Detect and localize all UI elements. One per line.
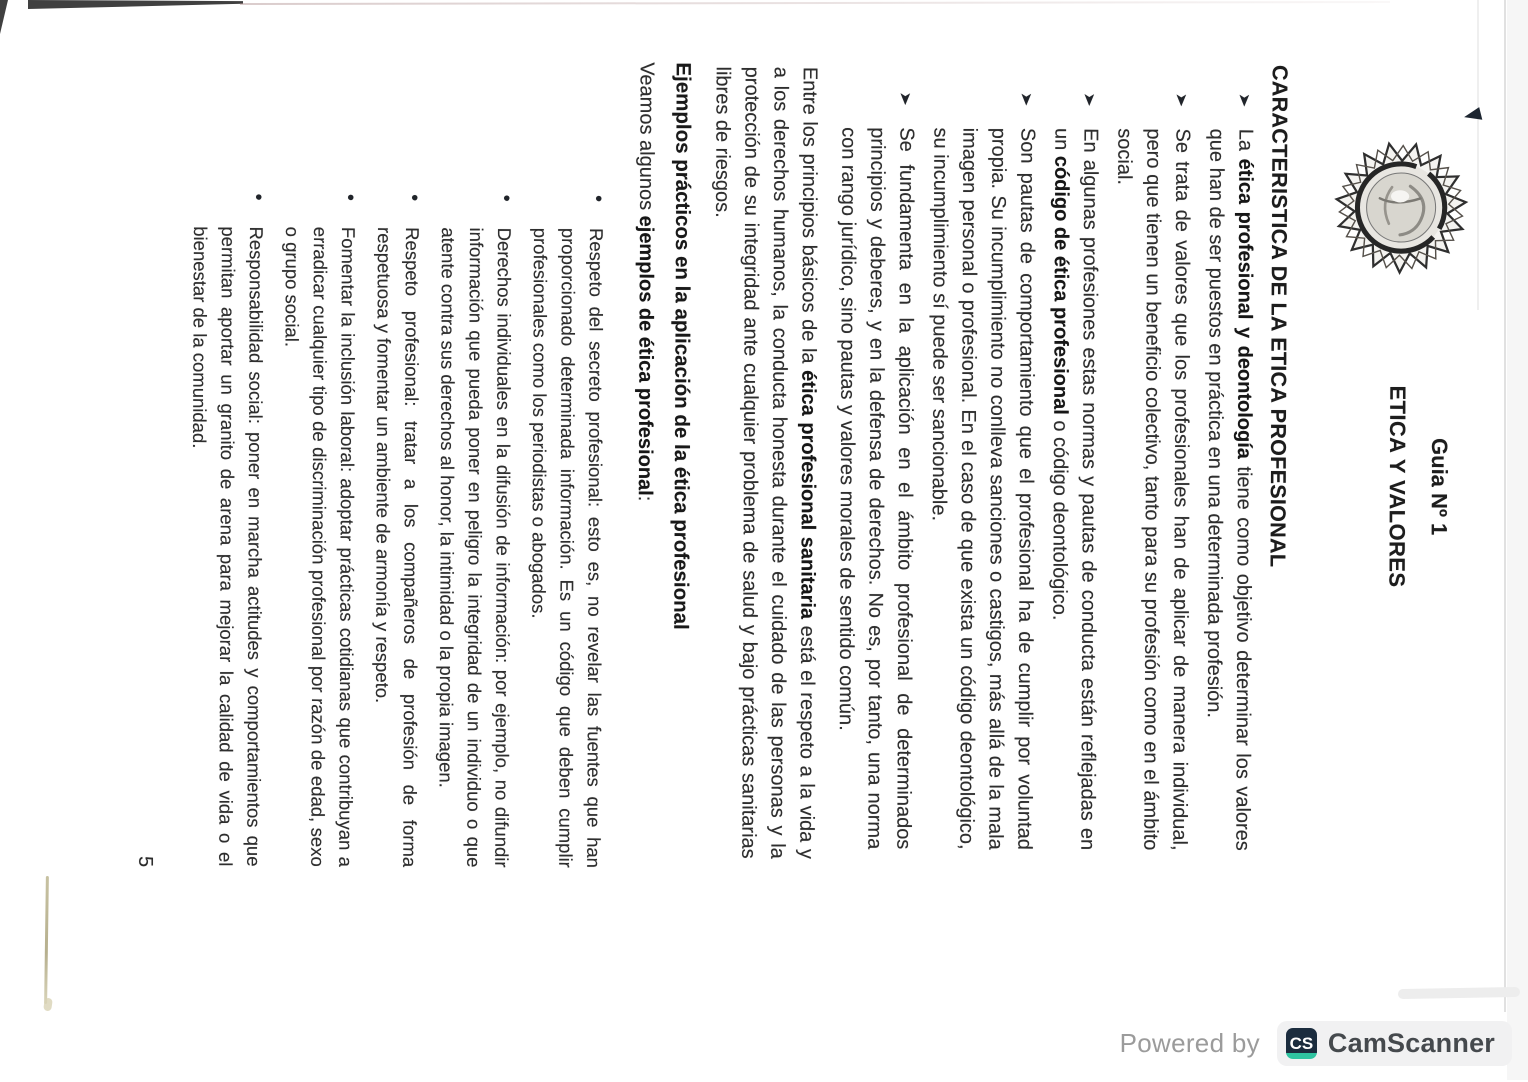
camscanner-pill xyxy=(1277,1021,1512,1066)
arrow-bullet-item xyxy=(921,0,1042,1080)
arrow-bullet-icon: ➤ xyxy=(1080,92,1098,107)
bullet-text: La ética profesional y deontología tiene como objetivo determinar los valores que han de ser puestos en práctica en una determinada profesión. xyxy=(1202,128,1257,851)
dot-bullet-item xyxy=(522,0,611,1078)
bullet-text: Derechos individuales en la difusión de información: por ejemplo, no difundir información que pueda poner en peligro la integridad de un individuo o que atente contra sus derechos al honor, la intimidad o la propia imagen. xyxy=(435,227,516,868)
bullet-text: Se fundamenta en la aplicación en el ámbito profesional de determinados principios y deberes, y en la defensa de derechos. No es, por tanto, una norma con rango jurídico, sino pautas y valores morales de sentido común. xyxy=(834,127,918,850)
dot-bullet-icon: • xyxy=(339,193,362,201)
document-title: CARACTERISTICA DE LA ETICA PROFESIONAL xyxy=(1265,64,1292,568)
scan-artifact-corner xyxy=(0,0,8,34)
intro-line: Veamos algunos ejemplos de ética profesional: xyxy=(633,62,658,502)
guide-number: Guia Nº 1 xyxy=(1426,437,1453,536)
bullet-text: Son pautas de comportamiento que el profesional ha de cumplir por voluntad propia. Su incumplimiento no conlleva sanciones o castigos, más allá de la mala imagen personal o profesional. En el caso de que exista un código deontológico, su incumplimiento sí puede ser sancionable. xyxy=(927,127,1039,850)
scan-artifact-smudge xyxy=(1398,987,1520,999)
examples-subheading: Ejemplos prácticos en la aplicación de la ética profesional xyxy=(669,62,695,630)
bullet-text: En algunas profesiones estas normas y pautas de conducta están reflejadas en un código de ética profesional o código deontológico. xyxy=(1048,127,1102,851)
lead-paragraph: Entre los principios básicos de la ética profesional sanitaria está el respeto a la vida y a los derechos humanos, la conducta honesta durante el cuidado de las personas y la protección de su integridad ante cualquier problema de salud y bajo prácticas sanitarias libres de riesgos. xyxy=(711,66,821,859)
arrow-bullet-icon: ➤ xyxy=(1017,91,1035,107)
dot-bullet-icon: • xyxy=(247,193,270,201)
arrow-bullet-item xyxy=(1197,1,1260,1081)
bullet-text: Responsabilidad social: poner en marcha actitudes y comportamientos que permitan aportar un granito de arena para mejorar la calidad de vida o el bienestar de la comunidad. xyxy=(189,226,268,867)
page-number: 5 xyxy=(134,855,157,868)
arrow-bullet-icon: ➤ xyxy=(896,91,914,106)
document-page xyxy=(32,0,1512,1082)
arrow-bullet-item xyxy=(1105,0,1197,1080)
bullet-text: Respeto profesional: tratar a los compañeros de profesión de forma respetuosa y fomentar un ambiente de armonía y respeto. xyxy=(371,227,424,868)
arrow-bullet-list xyxy=(829,0,1260,1081)
powered-by-label: Powered by xyxy=(1119,1028,1260,1058)
arrow-bullet-item xyxy=(829,0,921,1079)
course-name: ETICA Y VALORES xyxy=(1384,385,1411,588)
document-header xyxy=(1382,1,1454,971)
dot-bullet-icon: • xyxy=(587,194,610,203)
document-body xyxy=(174,0,1260,1081)
bullet-text: Respeto del secreto profesional: esto es, no revelar las fuentes que han proporcionado determinada información. Es un código que deben cumplir profesionales como los periodistas o abogados. xyxy=(528,227,608,869)
arrow-bullet-icon: ➤ xyxy=(1172,92,1190,108)
arrow-bullet-icon: ➤ xyxy=(1235,92,1253,108)
dot-bullet-item xyxy=(366,0,427,1077)
dot-bullet-icon: • xyxy=(403,194,426,202)
camscanner-footer xyxy=(1120,1021,1512,1066)
dot-bullet-item xyxy=(274,0,363,1077)
dot-bullet-icon: • xyxy=(495,194,518,202)
arrow-bullet-item xyxy=(1042,0,1105,1080)
bullet-text: Fomentar la inclusión laboral: adoptar prácticas cotidianas que contribuyan a erradicar cualquier tipo de discriminación profesional por razón de edad, sexo o grupo social. xyxy=(281,226,360,867)
dot-bullet-item xyxy=(430,0,519,1078)
dot-bullet-list xyxy=(182,0,611,1078)
bullet-text: Se trata de valores que los profesionales han de aplicar de manera individual, pero que tienen un beneficio colectivo, tanto para su profesión como en el ámbito social. xyxy=(1113,128,1194,851)
cs-logo-icon: CS xyxy=(1286,1028,1317,1059)
camscanner-brand: CamScanner xyxy=(1327,1028,1495,1058)
dot-bullet-item xyxy=(182,0,271,1077)
